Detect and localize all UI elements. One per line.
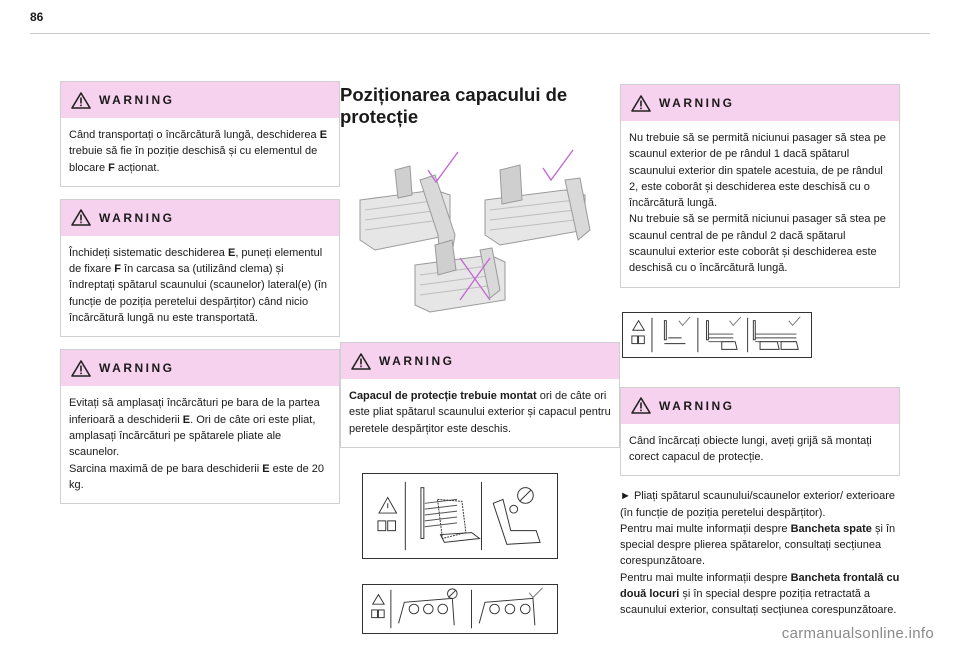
watermark: carmanualsonline.info (781, 625, 934, 642)
warning-header (621, 388, 899, 424)
page-number: 86 (30, 10, 44, 24)
column-right (620, 84, 900, 619)
reference-rear-bench: Pentru mai multe informații despre Bancheta spate și în special despre plierea spătarelor, consultați secțiunea corespunzătoare. (620, 522, 896, 568)
warning-title: WARNING (99, 210, 175, 225)
warning-triangle-icon (71, 92, 91, 109)
warning-box-close-opening (60, 199, 340, 337)
warning-text: Capacul de protecție trebuie montat ori de câte ori este pliat spătarul scaunului exterior și capacul pentru peretele despărțitor este deschis. (349, 390, 611, 435)
warning-text: Când încărcați obiecte lungi, aveți grijă să montați corect capacul de protecție. (629, 434, 872, 463)
warning-header (621, 85, 899, 121)
warning-title: WARNING (379, 354, 455, 368)
warning-text: Nu trebuie să se permită niciunui pasager să stea pe scaunul exterior de pe rândul 1 dacă spătarul scaunului exterior din spatele acestuia, de pe rândul 2, este coborât și deschiderea este deschisă cu o încărcătură lungă. Nu trebuie să se permită niciunui pasager să stea pe scaunul central de pe rândul 2 dacă spătarul scaunului exterior este coborât și deschiderea este deschisă cu o încărcătură lungă. (629, 132, 886, 275)
warning-triangle-icon (71, 209, 91, 226)
warning-triangle-icon (631, 397, 651, 414)
warning-header (61, 350, 339, 386)
column-middle (340, 84, 620, 649)
warning-title: WARNING (659, 398, 735, 413)
check-mark-icon (543, 150, 573, 180)
seat-config-ok-2 (485, 165, 590, 245)
instructions-text (620, 488, 900, 618)
reference-front-bench: Pentru mai multe informații despre Bancheta frontală cu două locuri și în special despre poziția retractată a scaunului exterior, consultați secțiunea corespunzătoare. (620, 571, 900, 617)
warning-pictogram-seat (362, 473, 558, 559)
warning-box-long-load (60, 81, 340, 187)
warning-text: Închideți sistematic deschiderea E, puneți elementul de fixare F în carcasa sa (utilizând clema) și îndreptați spătarul scaunului (scaunelor) lateral(e) (în funcție de poziția peretelui despărțitor) când nicio încărcătură lungă nu este transportată. (69, 246, 328, 325)
warning-text: Evitați să amplasați încărcături pe bara de la partea inferioară a deschiderii E. Ori de câte ori este pliat, amplasați încărcături pe spătarele pliate ale scaunelor. Sarcina maximă de pe bara deschiderii E este de 20 kg. (69, 397, 324, 491)
section-title: Poziționarea capacului de protecție (340, 84, 568, 127)
warning-box-long-objects (620, 387, 900, 477)
seat-config-not-ok (415, 240, 505, 312)
warning-title: WARNING (99, 93, 175, 107)
warning-triangle-icon (351, 353, 371, 370)
warning-title: WARNING (99, 361, 175, 376)
warning-pictogram-load-positions (622, 312, 812, 358)
warning-triangle-icon (631, 95, 651, 112)
warning-title: WARNING (659, 96, 735, 110)
warning-pictogram-children (362, 584, 558, 634)
warning-header (341, 343, 619, 379)
warning-box-passenger-seating (620, 84, 900, 288)
check-mark-icon (428, 152, 458, 182)
header-rule (30, 33, 930, 34)
warning-text: Când transportați o încărcătură lungă, deschiderea E trebuie să fie în poziție deschisă și cu elementul de blocare F acționat. (69, 129, 328, 174)
warning-header (61, 82, 339, 118)
warning-box-protection-cover (340, 342, 620, 448)
warning-box-load-bar (60, 349, 340, 504)
warning-triangle-icon (71, 360, 91, 377)
seat-positions-illustration (340, 140, 600, 318)
column-left (60, 81, 340, 516)
warning-header (61, 200, 339, 236)
instruction-step: ► Pliați spătarul scaunului/scaunelor exterior/ exterioare (în funcție de poziția peretelui despărțitor). (620, 490, 896, 519)
